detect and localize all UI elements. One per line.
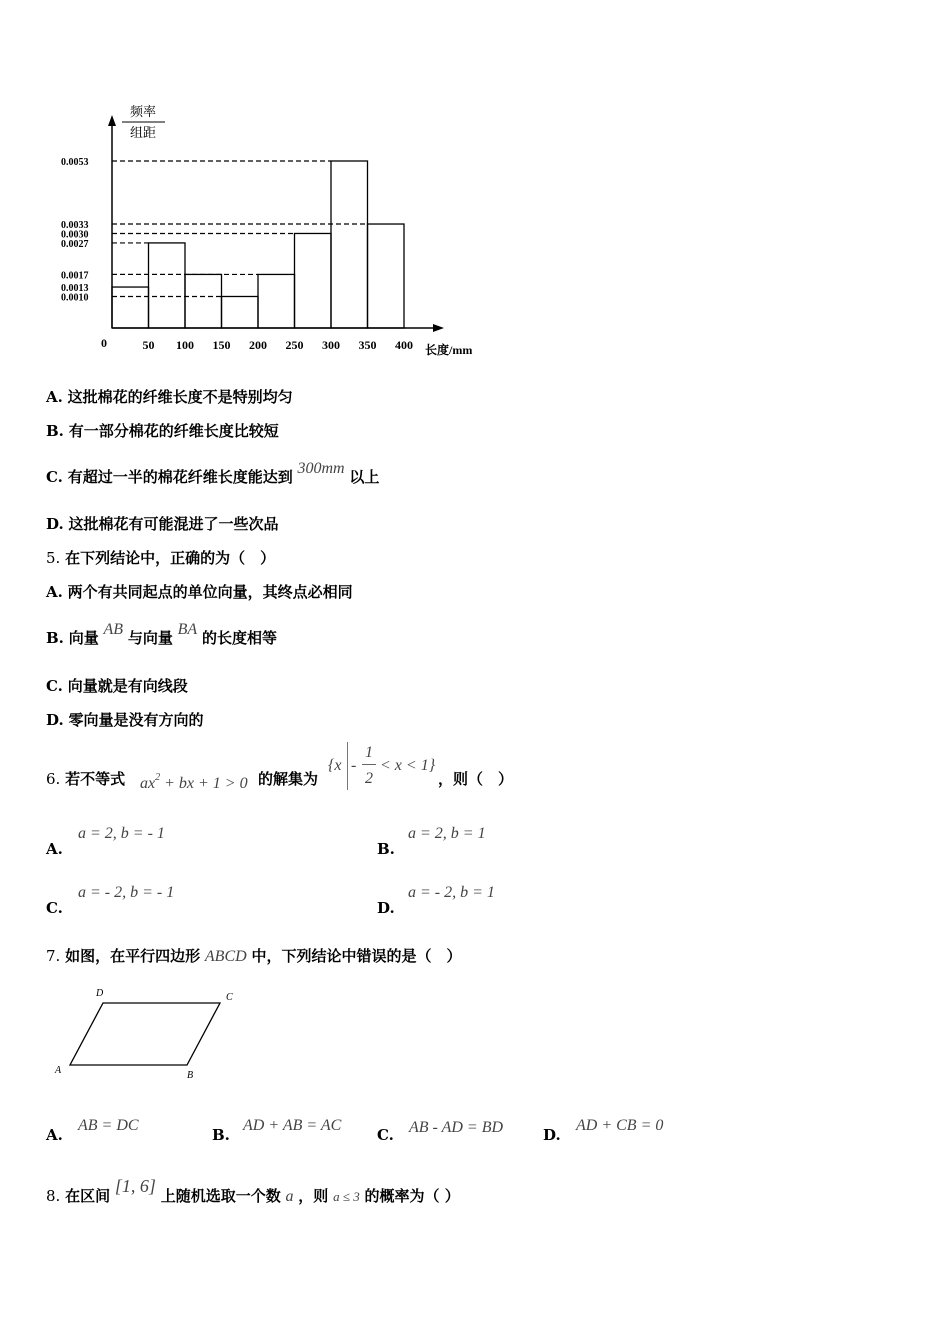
option-letter: A. xyxy=(46,583,63,601)
parallelogram-shape xyxy=(70,1003,220,1065)
option-letter: D. xyxy=(46,515,64,533)
q4-option-d xyxy=(46,513,279,534)
q5-option-d xyxy=(46,709,204,730)
question-text: 在下列结论中，正确的为（ ） xyxy=(65,549,276,567)
vertex-label-a: A xyxy=(55,1065,62,1076)
option-text: 有超过一半的棉花纤维长度能达到 xyxy=(67,468,293,486)
fraction-denominator: 2 xyxy=(365,770,373,787)
question-number: 7. xyxy=(46,947,61,965)
histogram-bar xyxy=(295,233,332,328)
histogram-bar xyxy=(331,161,368,328)
q4-option-a xyxy=(46,386,293,407)
q7-option-b-letter: B. xyxy=(212,1126,230,1144)
frequency-histogram xyxy=(55,100,515,370)
x-tick-label: 250 xyxy=(285,338,304,352)
q6-option-b-math: a = 2, b = 1 xyxy=(408,825,486,842)
variable: a xyxy=(285,1188,294,1205)
option-text: 向量就是有向线段 xyxy=(67,677,188,695)
q7-option-d-letter: D. xyxy=(543,1126,561,1144)
histogram-bar xyxy=(149,243,186,328)
question-number: 8. xyxy=(46,1187,61,1205)
option-letter: C. xyxy=(46,468,63,486)
x-tick-label: 50 xyxy=(142,338,155,352)
q6-option-d-math: a = - 2, b = 1 xyxy=(408,884,495,901)
question-text: 上随机选取一个数 xyxy=(160,1187,281,1205)
histogram-bar xyxy=(222,296,259,328)
q5-option-c xyxy=(46,675,188,696)
option-text: 与向量 xyxy=(127,629,173,647)
vertex-label-c: C xyxy=(226,992,233,1003)
y-axis-label-denominator: 组距 xyxy=(129,125,157,140)
option-letter: B. xyxy=(46,629,64,647)
fraction-numerator: 1 xyxy=(365,744,373,761)
question-number: 5. xyxy=(46,549,61,567)
q7-option-a-letter: A. xyxy=(46,1126,63,1144)
q7-option-a-math: AB = DC xyxy=(78,1117,139,1134)
question-text: 在区间 xyxy=(65,1187,111,1205)
math-expression: AB xyxy=(103,621,124,638)
vertex-label-d: D xyxy=(96,988,104,999)
condition-expression: a ≤ 3 xyxy=(333,1189,360,1204)
origin-label: 0 xyxy=(101,336,107,350)
set-divider xyxy=(347,742,348,790)
question-text: 如图，在平行四边形 xyxy=(65,947,201,965)
vertex-label-b: B xyxy=(187,1070,194,1081)
y-tick-label: 0.0013 xyxy=(61,283,89,295)
q6-option-a-letter: A. xyxy=(46,840,63,858)
math-expression: ABCD xyxy=(204,948,247,965)
q6-option-c-math: a = - 2, b = - 1 xyxy=(78,884,175,901)
q6-option-b-letter: B. xyxy=(377,840,395,858)
question-text: ，则（ ） xyxy=(438,770,514,788)
y-tick-label: 0.0030 xyxy=(61,229,89,241)
y-tick-label: 0.0033 xyxy=(61,220,89,232)
fraction-bar xyxy=(362,764,376,765)
option-text: 以上 xyxy=(349,468,380,486)
option-text: 这批棉花的纤维长度不是特别均匀 xyxy=(67,388,293,406)
y-axis-arrow xyxy=(108,115,116,126)
x-tick-label: 350 xyxy=(358,338,377,352)
q6-option-d-letter: D. xyxy=(377,899,395,917)
solution-set-left: {x xyxy=(328,757,342,774)
y-tick-label: 0.0053 xyxy=(61,157,89,168)
x-axis-arrow xyxy=(433,324,444,332)
option-letter: A. xyxy=(46,388,63,406)
option-letter: B. xyxy=(46,422,64,440)
x-tick-label: 100 xyxy=(176,338,194,352)
question-number: 6. xyxy=(46,770,61,788)
histogram-bar xyxy=(258,274,295,328)
y-axis-label-numerator: 频率 xyxy=(129,104,157,119)
q4-option-b xyxy=(46,420,279,441)
x-tick-label: 400 xyxy=(395,338,413,352)
q6-option-a-math: a = 2, b = - 1 xyxy=(78,825,165,842)
question-text: 的概率为（ ） xyxy=(364,1187,460,1205)
q7-option-c-letter: C. xyxy=(377,1126,394,1144)
q4-option-c xyxy=(46,460,380,487)
question-text: 若不等式 xyxy=(65,770,126,788)
minus-sign: - xyxy=(351,757,357,774)
q5-option-a xyxy=(46,581,353,602)
x-tick-label: 200 xyxy=(249,338,267,352)
question-text: ，则 xyxy=(298,1187,329,1205)
inequality-expression: $ax^2$ + bx + 1 > 0 xyxy=(140,772,248,792)
q7-option-d-math: AD + CB = 0 xyxy=(576,1117,664,1134)
q7-option-b-math: AD + AB = AC xyxy=(243,1117,342,1134)
x-tick-label: 150 xyxy=(212,338,231,352)
question-text: 的解集为 xyxy=(258,770,319,788)
question-text: 中，下列结论中错误的是（ ） xyxy=(251,947,462,965)
y-tick-label: 0.0027 xyxy=(61,238,89,250)
q7-option-c-math: AB - AD = BD xyxy=(409,1119,504,1136)
option-letter: D. xyxy=(46,711,64,729)
q5-option-b xyxy=(46,621,277,648)
q6-stem xyxy=(46,768,125,789)
solution-set-right: < x < 1} xyxy=(380,757,436,774)
math-expression: 300mm xyxy=(297,460,345,477)
math-expression: BA xyxy=(177,621,198,638)
parallelogram-figure xyxy=(50,985,250,1085)
option-text: 有一部分棉花的纤维长度比较短 xyxy=(68,422,279,440)
y-tick-label: 0.0017 xyxy=(61,270,89,282)
option-letter: C. xyxy=(46,677,63,695)
option-text: 这批棉花有可能混进了一些次品 xyxy=(68,515,279,533)
option-text: 的长度相等 xyxy=(201,629,277,647)
option-text: 向量 xyxy=(68,629,99,647)
y-tick-label: 0.0010 xyxy=(61,292,89,304)
histogram-bar xyxy=(368,224,405,328)
q6-option-c-letter: C. xyxy=(46,899,63,917)
interval-expression: [1, 6] xyxy=(114,1176,156,1196)
option-text: 两个有共同起点的单位向量，其终点必相同 xyxy=(67,583,353,601)
x-tick-label: 300 xyxy=(322,338,340,352)
q5-stem xyxy=(46,547,275,568)
histogram-bar xyxy=(112,287,149,328)
q7-stem xyxy=(46,945,461,966)
histogram-bar xyxy=(185,274,222,328)
option-text: 零向量是没有方向的 xyxy=(68,711,204,729)
x-axis-label: 长度/mm xyxy=(425,343,473,357)
q8-stem xyxy=(46,1176,460,1206)
